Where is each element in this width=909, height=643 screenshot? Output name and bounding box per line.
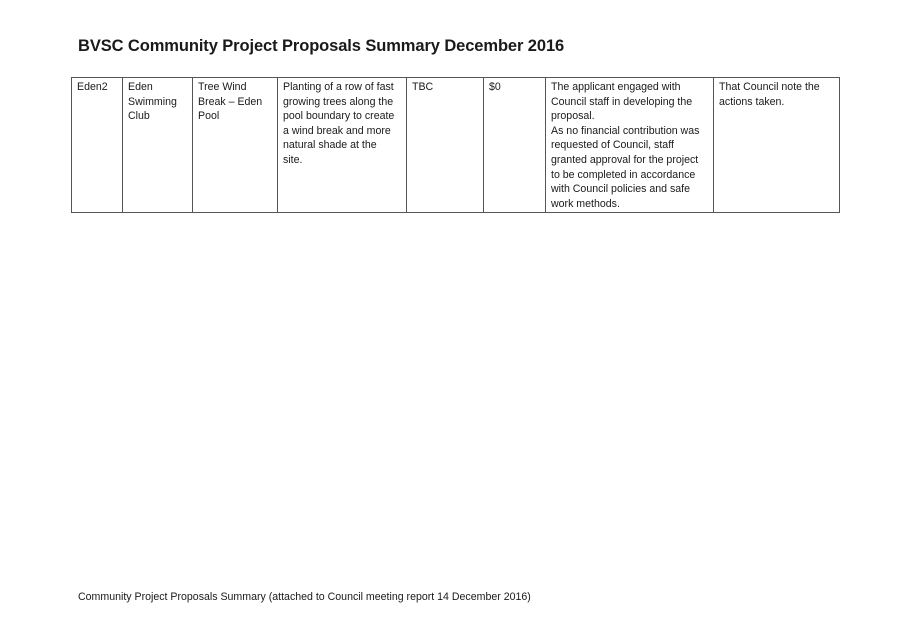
project-name-cell: Tree Wind Break – Eden Pool — [193, 78, 278, 213]
funding-requested-cell: $0 — [484, 78, 546, 213]
recommendation-cell: That Council note the actions taken. — [714, 78, 840, 213]
proposal-id-cell: Eden2 — [72, 78, 123, 213]
table-row — [72, 78, 840, 213]
organisation-cell: Eden Swimming Club — [123, 78, 193, 213]
page-title: BVSC Community Project Proposals Summary December 2016 — [78, 37, 565, 55]
comments-cell: The applicant engaged with Council staff in developing the proposal. As no financial contribution was requested of Council, staff granted approval for the project to be completed in accordance with Council policies and safe work methods. — [546, 78, 714, 213]
proposals-table — [71, 77, 840, 213]
project-description-cell: Planting of a row of fast growing trees along the pool boundary to create a wind break and more natural shade at the site. — [278, 78, 407, 213]
project-cost-cell: TBC — [407, 78, 484, 213]
page-footer: Community Project Proposals Summary (attached to Council meeting report 14 December 2016) — [78, 591, 531, 603]
